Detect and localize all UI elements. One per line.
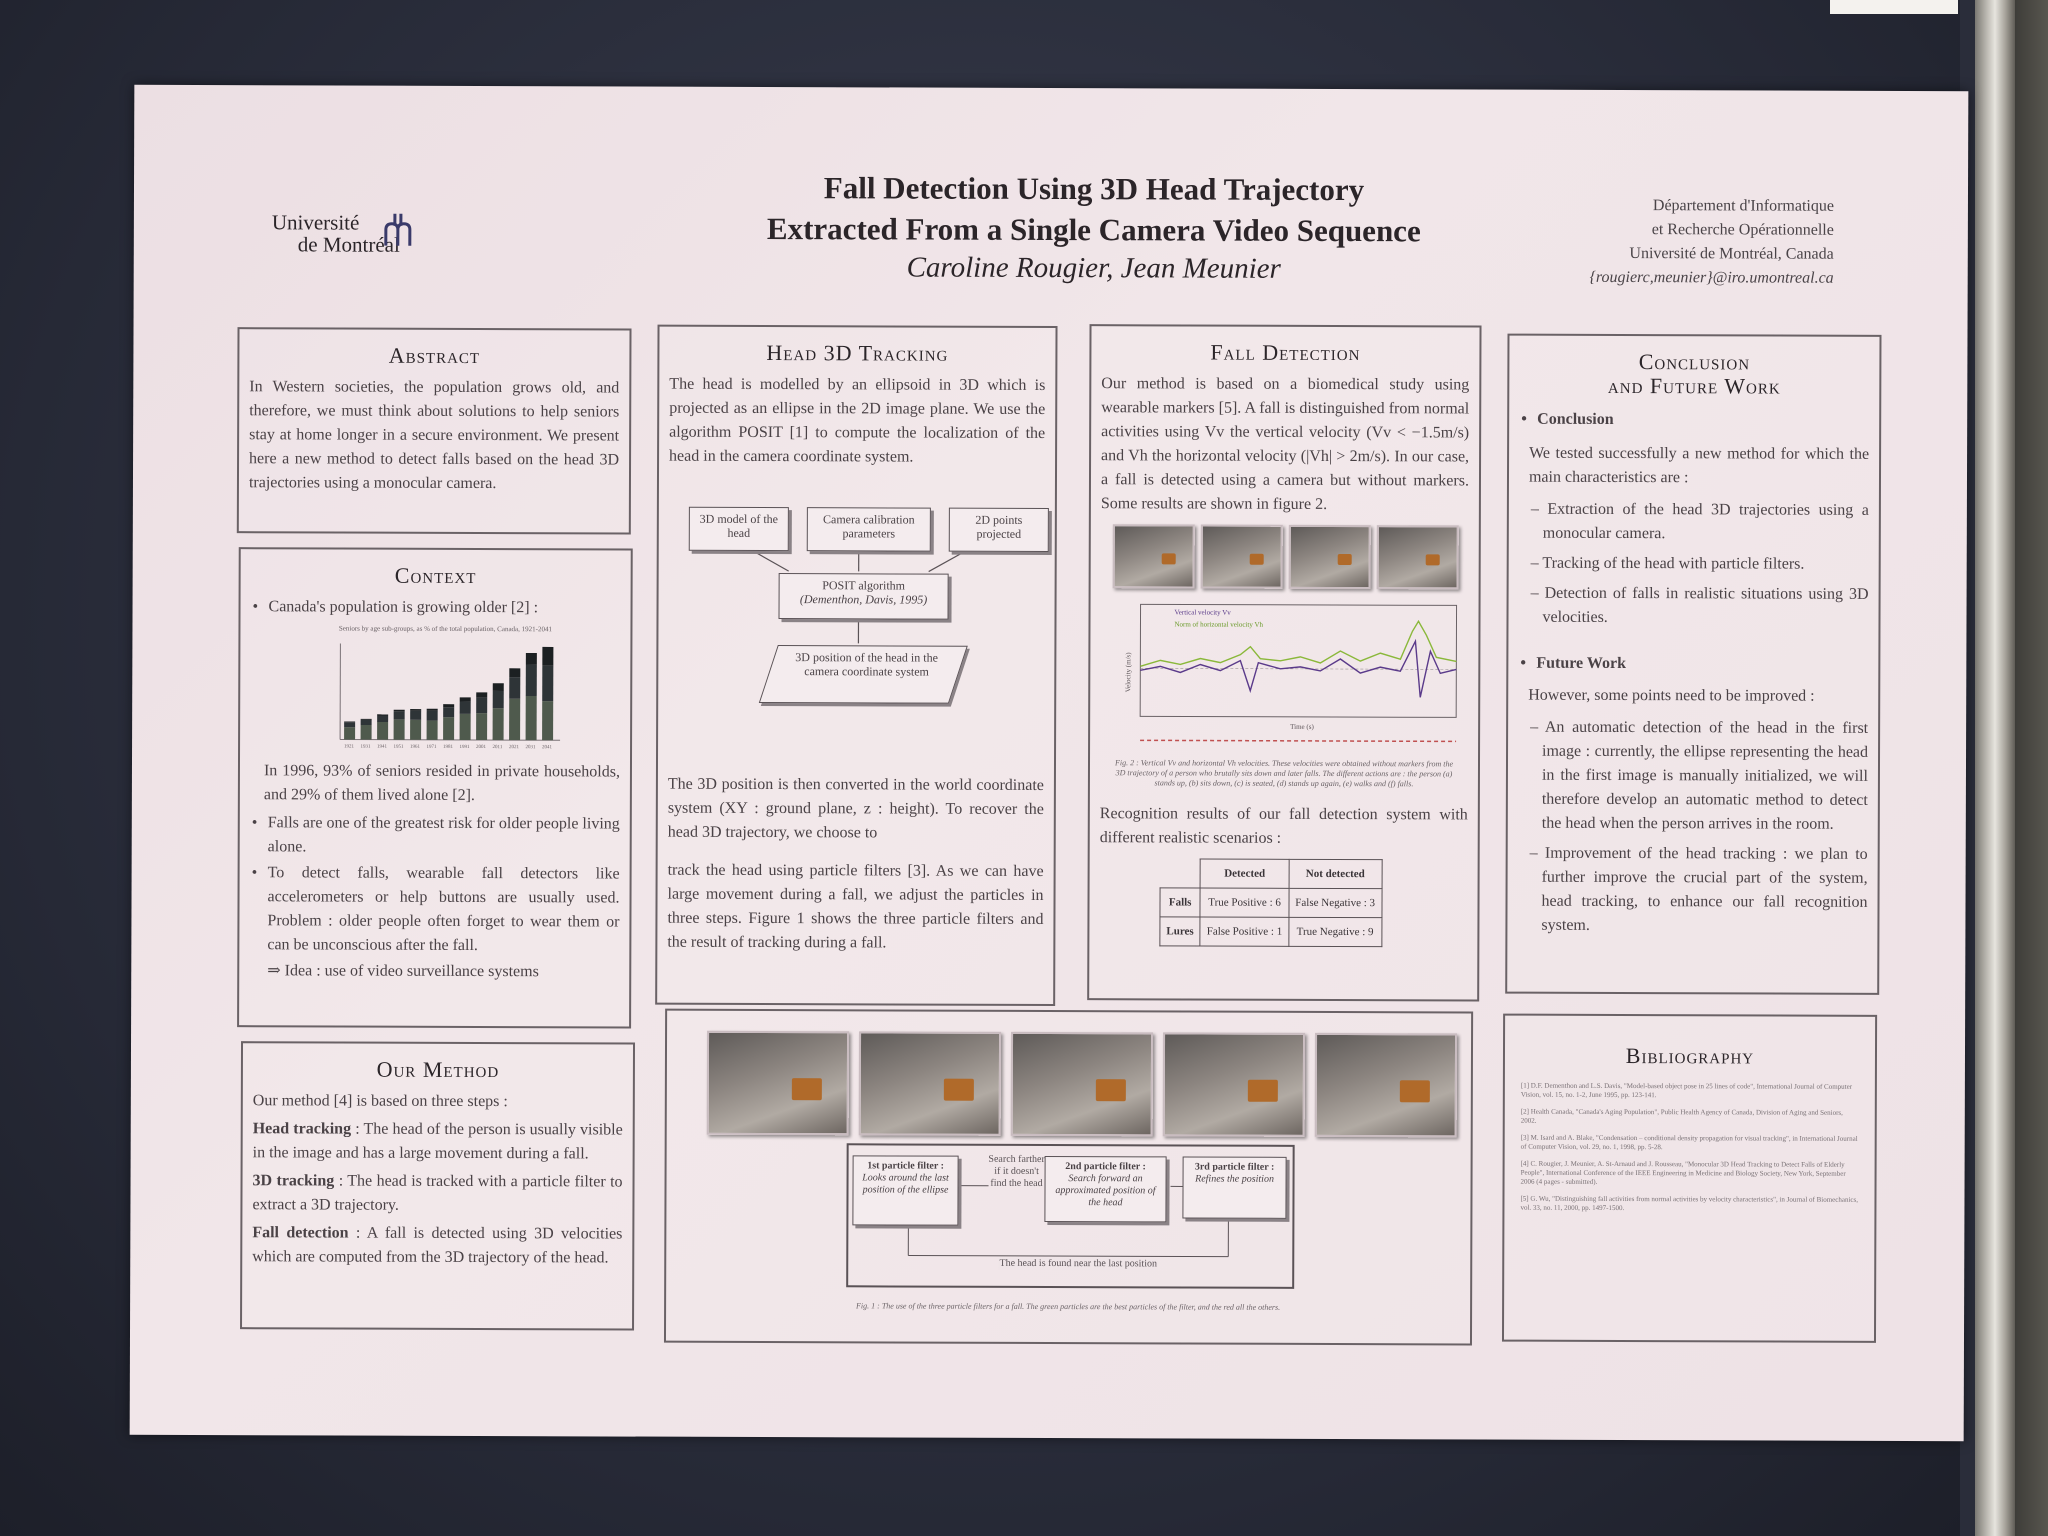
- tick-label-1921: 1921: [344, 744, 355, 750]
- tracking-box: [655, 325, 1057, 1006]
- flow-posit: [779, 573, 949, 620]
- bar-1921-75-84: [344, 722, 355, 727]
- bar-2041-85+: [542, 647, 553, 666]
- method-step3-label: Fall detection: [252, 1224, 349, 1242]
- context-bullet1: • Canada's population is growing older [2] :: [250, 595, 620, 620]
- tick-label-1971: 1971: [426, 744, 437, 750]
- fall-detection-box: [1087, 324, 1481, 1001]
- posit-flowchart: [668, 473, 1045, 774]
- method-step2-text: : The head is tracked with a particle filter to extract a 3D trajectory.: [252, 1172, 623, 1214]
- tick-label-2011: 2011: [492, 745, 503, 751]
- tick-label-1951: 1951: [393, 744, 404, 750]
- tracking-frame-2: [859, 1031, 1001, 1135]
- tracking-frame-5: [1315, 1033, 1457, 1137]
- context-box: [237, 547, 633, 1028]
- bar-1931-85+: [361, 719, 372, 720]
- future-work-intro: However, some points need to be improved :: [1528, 686, 1815, 705]
- tick-label-1961: 1961: [410, 744, 421, 750]
- bib-ref-3: [3] M. Isard and A. Blake, "Condensation – conditional density propagation for visual tracking", in International Journal of Computer Vision, vol. 29, no. 1, 1998, pp. 5-28.: [1520, 1133, 1858, 1152]
- bar-1921-65-74: [344, 727, 355, 739]
- tick-label-1991: 1991: [459, 744, 470, 750]
- detection-frame-3: [1289, 525, 1371, 589]
- filter2-box: [1044, 1156, 1166, 1222]
- tracking-frame-3: [1011, 1032, 1153, 1136]
- conclusion-item-2: – Tracking of the head with particle filters.: [1529, 552, 1869, 577]
- conclusion-list: [1528, 498, 1868, 631]
- col-not-detected: Not detected: [1289, 859, 1382, 888]
- conclusion-intro: We tested successfully a new method for which the main characteristics are :: [1528, 444, 1870, 487]
- method-step2: [252, 1169, 622, 1218]
- bar-1961-65-74: [410, 720, 421, 740]
- title-line1: Fall Detection Using 3D Head Trajectory: [823, 170, 1365, 208]
- table-row: [1160, 888, 1382, 918]
- filter1-text: Looks around the last position of the ellipse: [862, 1172, 949, 1196]
- pf-diagram: [846, 1143, 1294, 1289]
- tick-label-1941: 1941: [377, 744, 388, 750]
- logo-line1: Université: [271, 210, 360, 235]
- bar-1941-65-74: [377, 722, 388, 740]
- poster-title: [694, 167, 1494, 252]
- flow-head-model: 3D model of the head: [689, 507, 789, 551]
- tick-label-1981: 1981: [443, 744, 454, 750]
- bar-2001-75-84: [476, 698, 487, 713]
- bib-ref-1: [1] D.F. Dementhon and L.S. Davis, "Model-based object pose in 25 lines of code", International Journal of Computer Vision, vol. 15, no. 1-2, June 1995, pp. 123-141.: [1520, 1081, 1853, 1100]
- detection-frame-2: [1201, 525, 1283, 589]
- bib-ref-2: [2] Health Canada, "Canada's Aging Population", Public Health Agency of Canada, Division of Aging and Seniors, 2002.: [1520, 1107, 1843, 1125]
- tick-label-2031: 2031: [525, 745, 536, 751]
- tick-label-1931: 1931: [360, 744, 371, 750]
- bar-2031-65-74: [526, 696, 537, 740]
- flow-camera-calibration: Camera calibration parameters: [807, 507, 931, 551]
- method-intro: Our method [4] is based on three steps :: [252, 1092, 508, 1111]
- tracking-para2: The 3D position is then converted in the world coordinate system (XY : ground plane, z : height). To recover the head 3D trajectory, we choose to: [667, 775, 1044, 842]
- method-step3: [252, 1221, 622, 1270]
- metal-frame-bar: [1975, 0, 2015, 1536]
- affil-email: {rougierc,meunier}@iro.umontreal.ca: [1589, 268, 1834, 287]
- method-heading: Our Method: [376, 1056, 500, 1083]
- bar-2041-75-84: [542, 666, 553, 701]
- legend-vertical: Vertical velocity Vv: [1174, 608, 1231, 617]
- chart-caption: Seniors by age sub-groups, as % of the total population, Canada, 1921-2041: [338, 624, 553, 634]
- cell-false-positive: False Positive : 1: [1200, 917, 1289, 946]
- detection-frames: [1101, 524, 1469, 595]
- tracking-frame-4: [1163, 1032, 1305, 1136]
- method-step1-label: Head tracking: [252, 1120, 352, 1138]
- bar-1931-75-84: [361, 720, 372, 725]
- tick-label-2041: 2041: [542, 745, 553, 751]
- bar-1951-85+: [394, 710, 405, 712]
- context-bullet3: • To detect falls, wearable fall detectors like accelerometers or help buttons are usually used. Problem : older people often forget to wear them or can be unconscious after the fall.: [249, 861, 619, 958]
- filter3-box: [1182, 1156, 1286, 1218]
- bar-1941-75-84: [377, 715, 388, 722]
- method-step1: [253, 1117, 623, 1166]
- row-lures: Lures: [1160, 917, 1200, 946]
- conclusion-sub: • Conclusion: [1519, 408, 1869, 433]
- bar-1981-65-74: [443, 717, 454, 740]
- bar-1991-85+: [460, 697, 471, 701]
- tick-label-2021: 2021: [509, 745, 520, 751]
- tracking-heading: Head 3D Tracking: [766, 340, 949, 366]
- bar-2021-65-74: [509, 699, 520, 741]
- affil-line2: et Recherche Opérationnelle: [1651, 221, 1834, 239]
- chart-bars: [344, 646, 553, 750]
- flow-3d-position-label: 3D position of the head in the camera coordinate system: [795, 650, 938, 679]
- research-poster: [130, 85, 1969, 1441]
- pf-fig-caption: Fig. 1 : The use of the three particle filters for a fall. The green particles are the best particles of the filter, and the red all the others.: [856, 1301, 1281, 1312]
- tick-label-2001: 2001: [476, 744, 487, 751]
- filter1-box: [852, 1155, 958, 1225]
- method-box: [240, 1041, 635, 1330]
- bar-1941-85+: [377, 714, 388, 715]
- bar-1981-75-84: [443, 707, 454, 717]
- detection-frame-4: [1377, 525, 1459, 589]
- abstract-heading: Abstract: [388, 342, 481, 369]
- bar-2001-65-74: [476, 713, 487, 740]
- method-step3-text: : A fall is detected using 3D velocities which are computed from the 3D trajectory of the head.: [252, 1224, 623, 1267]
- tracking-frames: [677, 1021, 1461, 1136]
- actions-timeline: [1140, 740, 1456, 741]
- filter1-title: 1st particle filter :: [867, 1160, 944, 1172]
- bib-ref-4: [4] C. Rougier, J. Meunier, A. St-Arnaud and J. Rousseau, "Monocular 3D Head Tracking to Detect Falls of Elderly People", International Conference of the IEEE Engineering in Medicine and Biology Society, New York, September 2006 (4 pages - submitted).: [1520, 1159, 1846, 1186]
- context-para1: In 1996, 93% of seniors resided in private households, and 29% of them lived alone [2].: [263, 762, 620, 804]
- filter3-text: Refines the position: [1195, 1173, 1275, 1185]
- abstract-text: In Western societies, the population grows old, and therefore, we must think about solutions to help seniors stay at home longer in a secure environment. We present here a new method to detect falls based on the head 3D trajectories using a monocular camera.: [248, 378, 620, 493]
- results-table: [1159, 858, 1382, 947]
- conclusion-heading-line2: and Future Work: [1607, 372, 1781, 399]
- bar-1961-75-84: [410, 711, 421, 720]
- filter2-text: Search forward an approximated position of the head: [1055, 1173, 1156, 1209]
- bar-1971-75-84: [427, 711, 438, 721]
- cell-true-positive: True Positive : 6: [1200, 888, 1289, 917]
- tracking-para3: track the head using particle filters [3]. As we can have large movement during a fall, we adjust the particles in three steps. Figure 1 shows the three particle filters and the result of tracking during a fall.: [667, 861, 1044, 952]
- cell-true-negative: True Negative : 9: [1289, 917, 1382, 946]
- bar-1971-85+: [427, 709, 438, 711]
- conclusion-item-1: – Extraction of the head 3D trajectories using a monocular camera.: [1529, 498, 1869, 547]
- bar-2011-75-84: [493, 691, 504, 708]
- head-found-text: The head is found near the last position: [999, 1257, 1158, 1270]
- detection-para1: Our method is based on a biomedical study using wearable markers [5]. A fall is distinguished from normal activities using Vv the vertical velocity (Vv < −1.5m/s) and Vh the horizontal velocity (|Vh| > 2m/s). In our case, a fall is detected using a camera but without markers. Some results are shown in figure 2.: [1100, 375, 1470, 513]
- future-item-1: – An automatic detection of the head in the first image : currently, the ellipse representing the head in the first image is manually initialized, we will therefore develop an automatic method to detect the head when the person arrives in the room.: [1528, 716, 1868, 837]
- filter3-title: 3rd particle filter :: [1194, 1161, 1275, 1173]
- frame-right-edge: [2015, 0, 2048, 1536]
- detection-fig-caption: Fig. 2 : Vertical Vv and horizontal Vh velocities. These velocities were obtained without markers from the 3D trajectory of a person who brutally sits down and later falls. The different actions are : the person (a) stands up, (b) sits down, (c) is seated, (d) stands up again, (e) walks and (f) falls.: [1114, 758, 1454, 789]
- abstract-box: [237, 327, 632, 534]
- context-idea: ⇒ Idea : use of video surveillance systems: [267, 962, 539, 981]
- filter2-title: 2nd particle filter :: [1065, 1161, 1146, 1173]
- bar-1981-85+: [443, 704, 454, 707]
- title-line2: Extracted From a Single Camera Video Sequence: [766, 211, 1421, 249]
- conclusion-heading-line1: Conclusion: [1638, 349, 1751, 375]
- conclusion-item-3: – Detection of falls in realistic situations using 3D velocities.: [1528, 582, 1868, 631]
- particle-filter-figure: [664, 1009, 1473, 1346]
- detection-heading: Fall Detection: [1210, 339, 1361, 366]
- bibliography-box: [1502, 1014, 1877, 1343]
- bar-1971-65-74: [427, 721, 438, 740]
- bar-2011-85+: [493, 683, 504, 691]
- bar-2031-75-84: [526, 665, 537, 697]
- flow-3d-position: [759, 645, 968, 704]
- bar-2011-65-74: [493, 708, 504, 740]
- cell-false-negative: False Negative : 3: [1289, 888, 1382, 917]
- bar-2001-85+: [476, 692, 487, 697]
- table-row: [1160, 917, 1382, 947]
- future-work-list: [1527, 716, 1868, 939]
- tracking-para1: The head is modelled by an ellipsoid in 3D which is projected as an ellipse in the 2D image plane. We use the algorithm POSIT [1] to compute the localization of the head in the camera coordinate system.: [669, 375, 1046, 466]
- university-logo: [272, 211, 472, 282]
- flow-posit-label: POSIT algorithm: [822, 578, 906, 593]
- udem-mark-icon: [382, 212, 416, 248]
- plot-ylabel: Velocity (m/s): [1124, 652, 1133, 693]
- legend-horizontal: Norm of horizontal velocity Vh: [1174, 620, 1264, 629]
- bar-1991-75-84: [460, 702, 471, 714]
- detection-frame-1: [1113, 524, 1195, 588]
- bar-2041-65-74: [542, 701, 553, 740]
- affil-line3: Université de Montréal, Canada: [1629, 245, 1834, 263]
- context-heading: Context: [394, 562, 477, 589]
- conclusion-box: [1505, 334, 1881, 995]
- corner-note-paper: [1830, 0, 1958, 14]
- row-falls: Falls: [1160, 888, 1200, 917]
- poster-authors: Caroline Rougier, Jean Meunier: [906, 251, 1281, 285]
- flow-posit-ref: (Dementhon, Davis, 1995): [799, 592, 928, 607]
- tracking-frame-1: [707, 1031, 849, 1135]
- bibliography-heading: Bibliography: [1625, 1043, 1755, 1069]
- velocity-plot: [1100, 600, 1471, 751]
- logo-line2: de Montréal: [297, 232, 400, 257]
- detection-para2: Recognition results of our fall detection system with different realistic scenarios :: [1099, 805, 1468, 847]
- col-detected: Detected: [1200, 859, 1289, 888]
- search-farther-text: Search farther if it doesn't find the head: [988, 1153, 1045, 1189]
- plot-xlabel: Time (s): [1290, 722, 1314, 731]
- conclusion-heading: [1519, 350, 1869, 399]
- bar-1921-85+: [344, 721, 355, 722]
- affiliation: [1534, 194, 1834, 291]
- bar-2021-85+: [509, 668, 520, 677]
- future-work-sub: • Future Work: [1518, 652, 1868, 677]
- bar-2021-75-84: [509, 677, 520, 699]
- method-step1-text: : The head of the person is usually visible in the image and has a large movement during a fall.: [252, 1120, 623, 1163]
- bar-1951-65-74: [394, 719, 405, 739]
- future-item-2: – Improvement of the head tracking : we plan to further improve the crucial part of the system, head tracking, to enhance our fall recognition system.: [1527, 842, 1867, 939]
- population-bar-chart: [310, 635, 570, 754]
- flow-2d-points: 2D points projected: [949, 508, 1049, 552]
- bar-1951-75-84: [394, 711, 405, 719]
- affil-line1: Département d'Informatique: [1652, 197, 1834, 215]
- bib-ref-5: [5] G. Wu, "Distinguishing fall activities from normal activities by velocity characteristics", in Journal of Biomechanics, vol. 33, no. 11, 2000, pp. 1497-1500.: [1520, 1194, 1859, 1213]
- bar-1931-65-74: [361, 725, 372, 740]
- bar-1991-65-74: [460, 714, 471, 740]
- bar-2031-85+: [526, 653, 537, 665]
- context-bullet2: • Falls are one of the greatest risk for older people living alone.: [250, 811, 620, 860]
- bar-1961-85+: [410, 709, 421, 711]
- method-step2-label: 3D tracking: [252, 1172, 335, 1190]
